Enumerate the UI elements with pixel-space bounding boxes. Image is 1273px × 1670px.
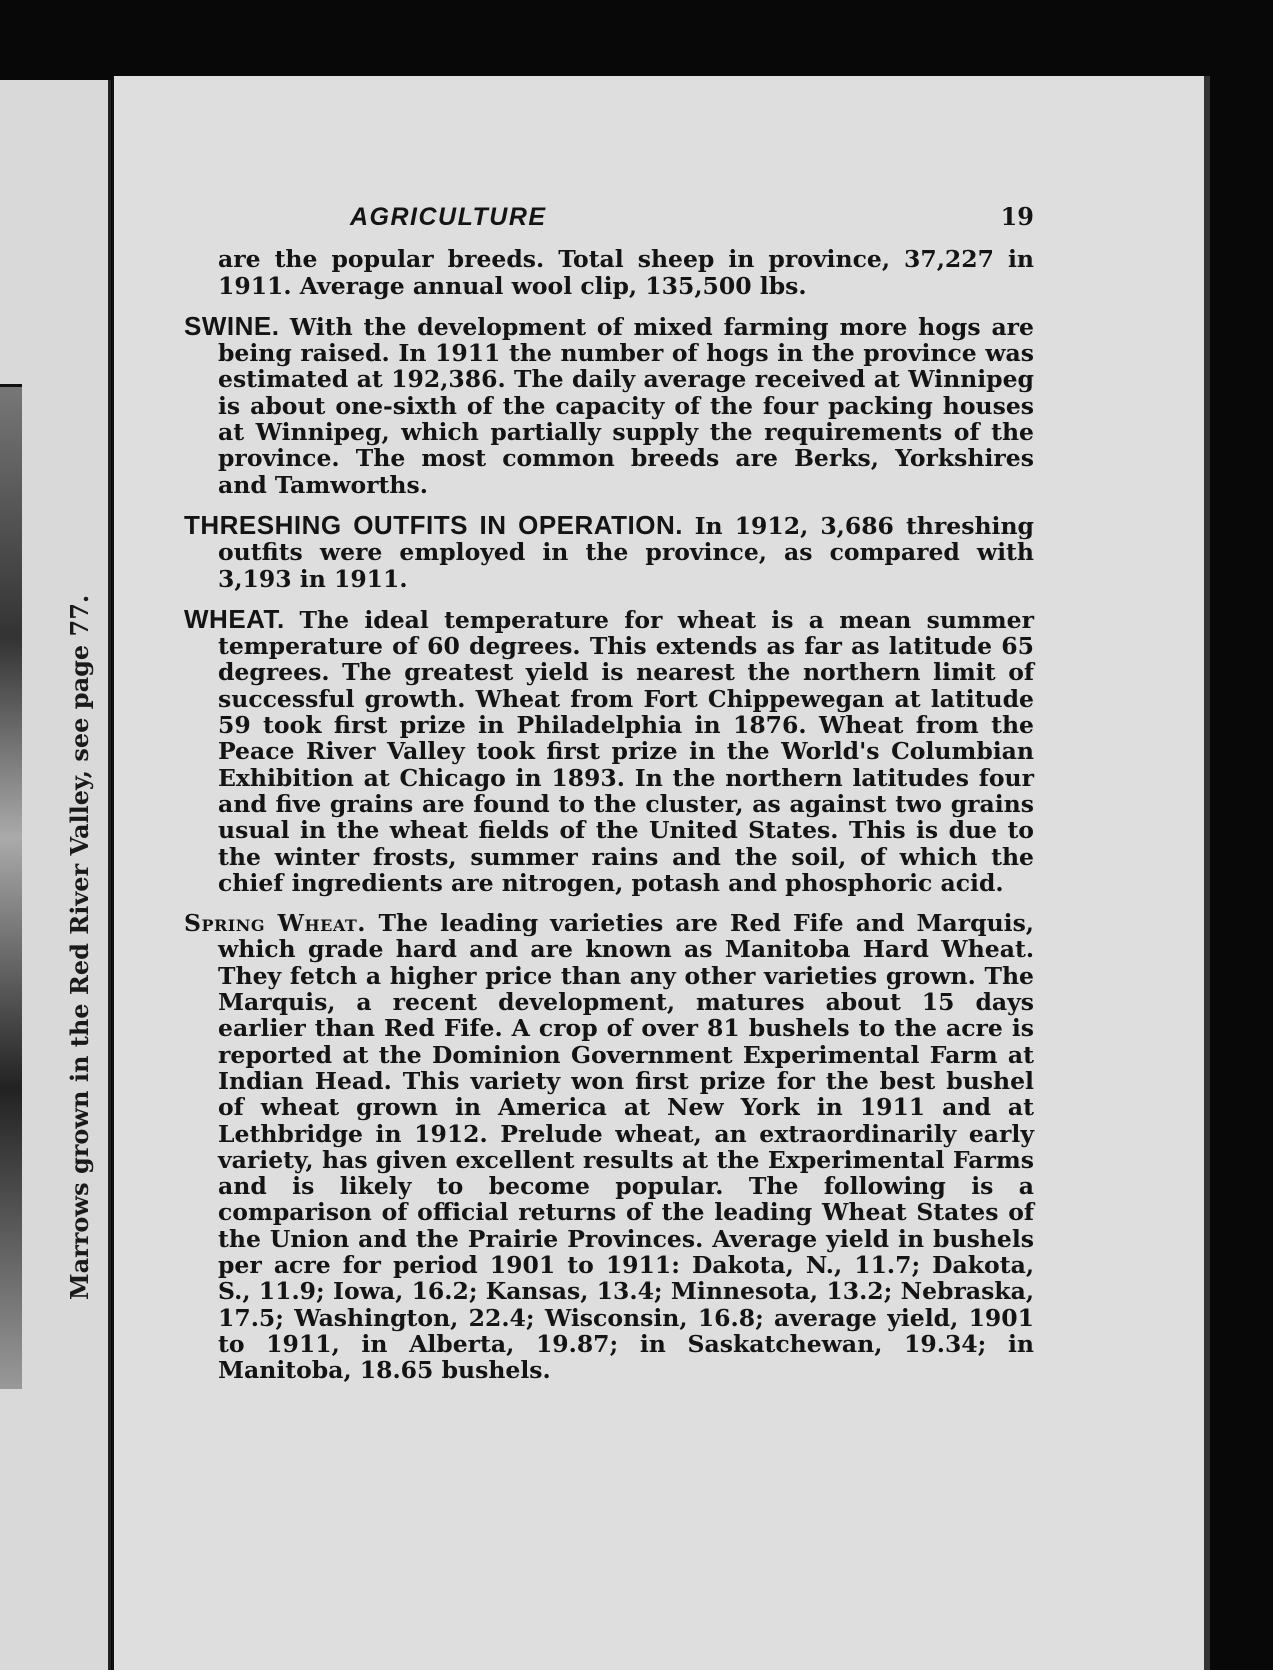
paragraph-threshing-outfits — [184, 509, 1034, 593]
section-heading: WHEAT. — [184, 603, 300, 634]
paragraph-text: The ideal temperature for wheat is a mean summer temperature of 60 degrees. This extends as far as latitude 65 degrees. The greatest yield is nearest the northern limit of successful growth. Wheat from Fort Chippewegan at latitude 59 took first prize in Philadelphia in 1876. Wheat from the Peace River Valley took first prize in the World's Columbian Exhibition at Chicago in 1893. In the northern latitudes four and five grains are found to the cluster, as against two grains usual in the wheat fields of the United States. This is due to the winter frosts, summer rains and the soil, of which the chief ingredients are nitrogen, potash and phosphoric acid. — [218, 605, 1034, 897]
page-number: 19 — [1000, 202, 1034, 231]
running-head — [184, 204, 1034, 230]
paragraph-spring-wheat — [184, 910, 1034, 1383]
page-content — [184, 204, 1034, 1397]
paragraph-text: The leading varieties are Red Fife and Marquis, which grade hard and are known as Manitoba Hard Wheat. They fetch a higher price than any other varieties grown. The Marquis, a recent development, matures about 15 days earlier than Red Fife. A crop of over 81 bushels to the acre is reported at the Dominion Government Experimental Farm at Indian Head. This variety won first prize for the best bushel of wheat grown in America at New York in 1911 and at Lethbridge in 1912. Prelude wheat, an extraordinarily early variety, has given excellent results at the Experimental Farms and is likely to become popular. The following is a comparison of official returns of the leading Wheat States of the Union and the Prairie Provinces. Average yield in bushels per acre for period 1901 to 1911: Dakota, N., 11.7; Dakota, S., 11.9; Iowa, 16.2; Kansas, 13.4; Minnesota, 13.2; Nebraska, 17.5; Washington, 22.4; Wisconsin, 16.8; average yield, 1901 to 1911, in Alberta, 19.87; in Saskatchewan, 19.34; in Manitoba, 18.65 bushels. — [218, 909, 1034, 1385]
section-heading: Spring Wheat. — [184, 909, 379, 938]
paragraph-sheep-continued — [184, 246, 1034, 299]
section-heading: THRESHING OUTFITS IN OPERATION. — [184, 509, 695, 540]
photo-fragment — [0, 384, 22, 1389]
paragraph-wheat — [184, 603, 1034, 897]
paragraph-text: are the popular breeds. Total sheep in province, 37,227 in 1911. Average annual wool clip, 135,500 lbs. — [218, 245, 1034, 300]
paragraph-swine — [184, 310, 1034, 499]
section-heading: SWINE. — [184, 310, 290, 341]
paragraph-text: With the development of mixed farming more hogs are being raised. In 1911 the number of hogs in the province was estimated at 192,386. The daily average received at Winnipeg is about one-sixth of the capacity of the four packing houses at Winnipeg, which partially supply the requirements of the province. The most common breeds are Berks, Yorkshires and Tamworths. — [218, 312, 1034, 499]
running-title: AGRICULTURE — [350, 203, 547, 231]
page — [112, 76, 1210, 1670]
facing-page-edge — [0, 80, 111, 1670]
side-caption: Marrows grown in the Red River Valley, see page 77. — [65, 594, 94, 1300]
paragraph-text: In 1912, 3,686 threshing outfits were employed in the province, as compared with 3,193 in 1911. — [218, 511, 1034, 593]
